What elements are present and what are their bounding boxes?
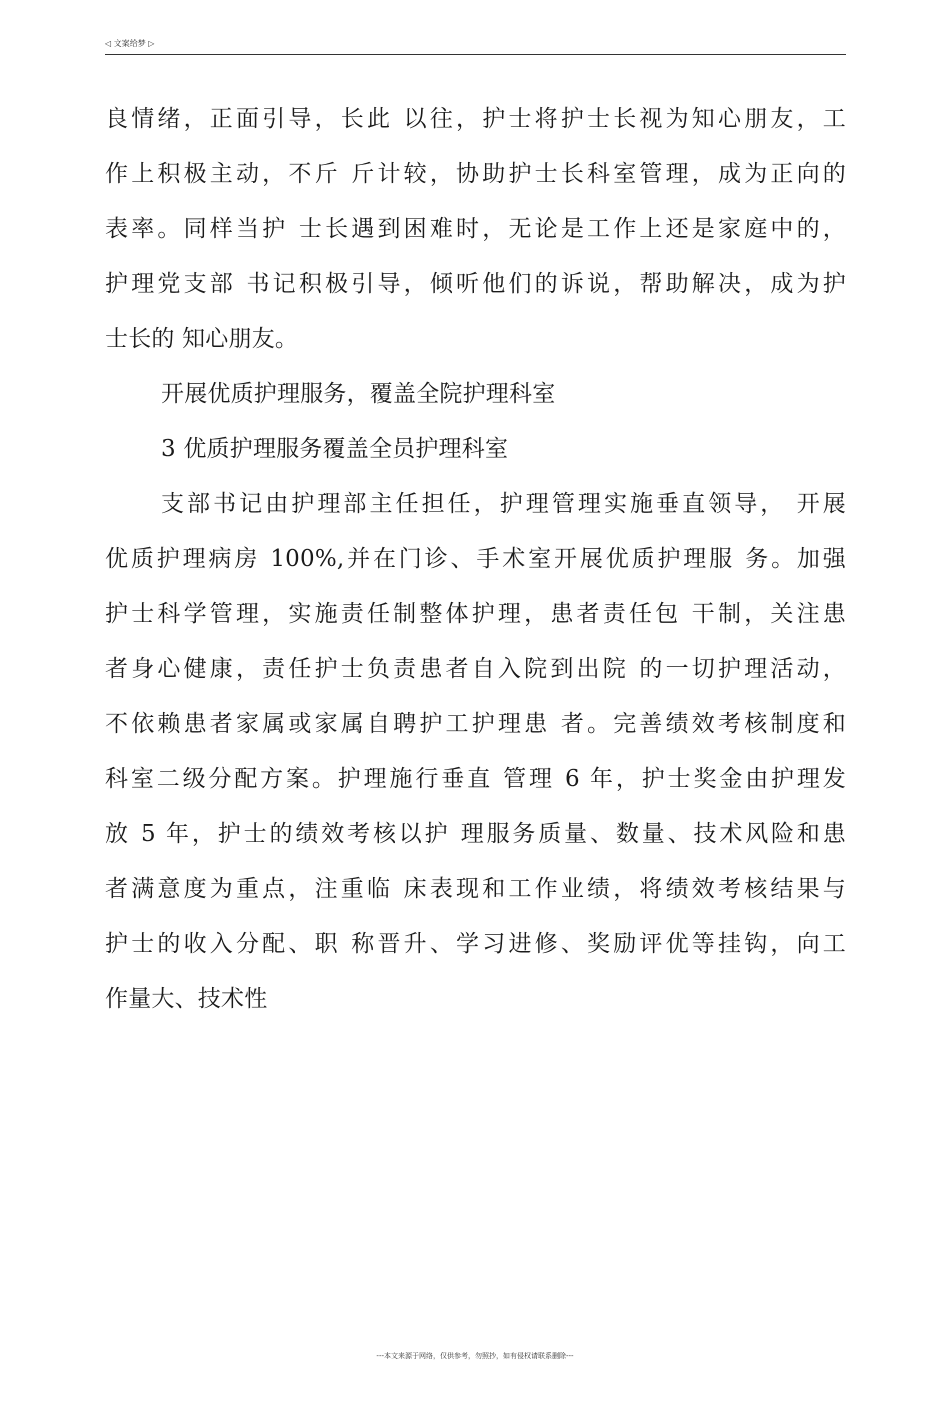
paragraph-line: 优质护理病房 100%,并在门诊、手术室开展优质护理服 务。加强	[105, 546, 846, 572]
document-body	[105, 92, 846, 1027]
paragraph-line: 放 5 年，护士的绩效考核以护 理服务质量、数量、技术风险和患	[105, 821, 846, 847]
paragraph-line: 作量大、技术性	[105, 986, 268, 1012]
paragraph-line: 支部书记由护理部主任担任，护理管理实施垂直领导， 开展	[161, 491, 846, 517]
paragraph-line: 表率。同样当护 士长遇到困难时，无论是工作上还是家庭中的，	[105, 216, 846, 242]
paragraph-line: 作上积极主动，不斤 斤计较，协助护士长科室管理，成为正向的	[105, 161, 846, 187]
section-heading: 开展优质护理服务，覆盖全院护理科室	[161, 381, 556, 407]
header-text: ◁ 文案给梦 ▷	[105, 39, 155, 48]
paragraph-line: 士长的 知心朋友。	[105, 326, 299, 352]
paragraph-line: 者满意度为重点，注重临 床表现和工作业绩，将绩效考核结果与	[105, 876, 846, 902]
paragraph-line: 良情绪，正面引导，长此 以往，护士将护士长视为知心朋友，工	[105, 106, 846, 132]
section-heading: 3 优质护理服务覆盖全员护理科室	[161, 436, 509, 462]
paragraph-line: 护士科学管理，实施责任制整体护理，患者责任包 干制，关注患	[105, 601, 846, 627]
paragraph-line: 科室二级分配方案。护理施行垂直 管理 6 年，护士奖金由护理发	[105, 766, 846, 792]
page-header	[105, 38, 846, 55]
paragraph-line: 者身心健康，责任护士负责患者自入院到出院 的一切护理活动，	[105, 656, 846, 682]
page-footer: ---本文来源于网络，仅供参考，勿照抄，如有侵权请联系删除---	[376, 1352, 574, 1360]
paragraph-line: 不依赖患者家属或家属自聘护工护理患 者。完善绩效考核制度和	[105, 711, 846, 737]
paragraph-line: 护理党支部 书记积极引导，倾听他们的诉说，帮助解决，成为护	[105, 271, 846, 297]
paragraph-line: 护士的收入分配、职 称晋升、学习进修、奖励评优等挂钩，向工	[105, 931, 846, 957]
